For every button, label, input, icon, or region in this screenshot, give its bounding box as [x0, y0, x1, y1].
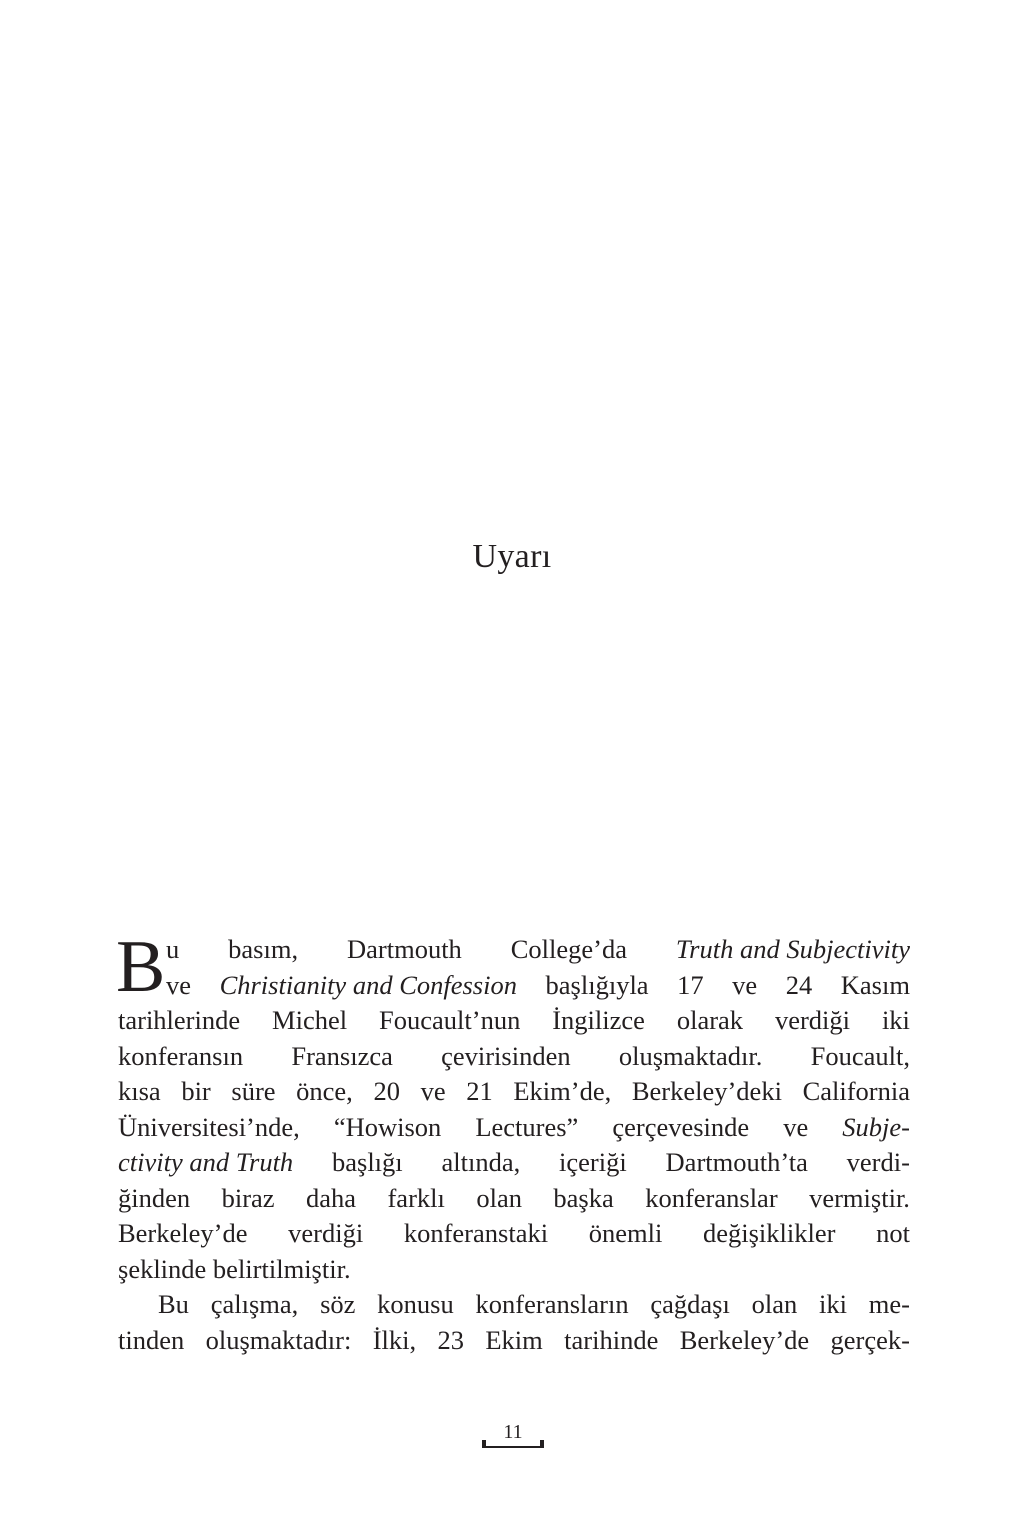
text-word: verdiği: [774, 1005, 851, 1035]
text-word: ve: [420, 1076, 446, 1106]
text-word: daha: [306, 1182, 357, 1213]
text-word: konferanstaki: [403, 1218, 549, 1248]
text-word: içeriği: [559, 1147, 627, 1177]
text-word: oluşmaktadır.: [618, 1040, 763, 1071]
text-word: olarak: [676, 1005, 744, 1035]
text-line: [118, 1074, 910, 1110]
text-word: vermiştir.: [809, 1182, 910, 1213]
text-line: [118, 968, 910, 1004]
page-number-rule-left-tick: [482, 1440, 486, 1448]
text-word: ve: [166, 969, 192, 1000]
text-word: Dartmouth: [347, 934, 462, 964]
text-word: biraz: [221, 1182, 275, 1213]
text-word: 17: [677, 969, 704, 1000]
text-word: “Howison: [333, 1111, 442, 1142]
text-word: Berkeley’de: [118, 1218, 248, 1248]
text-word: not: [876, 1218, 910, 1248]
text-word: verdiği: [288, 1218, 364, 1248]
page-number: [482, 1418, 544, 1448]
page-number-rule: [482, 1444, 544, 1448]
text-line: [118, 1145, 910, 1181]
text-word: tarihinde: [564, 1324, 659, 1355]
text-word: 20: [373, 1076, 400, 1106]
text-word: konferansın: [118, 1040, 244, 1071]
text-word: altında,: [441, 1147, 521, 1177]
text-word: Berkeley’deki: [631, 1076, 782, 1106]
text-line: [118, 1039, 910, 1075]
text-word: gerçek-: [830, 1324, 910, 1355]
text-word: Berkeley’de: [679, 1324, 810, 1355]
text-word: Lectures”: [475, 1111, 579, 1142]
text-word: Ekim’de,: [513, 1076, 612, 1106]
text-word: ve: [783, 1111, 809, 1142]
text-word: Kasım: [840, 969, 910, 1000]
text-word: ğinden: [118, 1182, 191, 1213]
text-word: Fransızca: [291, 1040, 393, 1071]
text-line: [118, 932, 910, 968]
page-number-text: 11: [503, 1421, 523, 1443]
text-word: Foucault,: [810, 1040, 910, 1071]
text-word: süre: [231, 1076, 276, 1106]
text-line: [118, 1252, 910, 1288]
text-word: değişiklikler: [702, 1218, 836, 1248]
text-word: 23: [437, 1324, 464, 1355]
text-word: Bu: [158, 1289, 189, 1319]
text-word: oluşmaktadır:: [205, 1324, 352, 1355]
text-word: tinden: [118, 1324, 185, 1355]
text-word: College’da: [510, 934, 627, 964]
text-word: Ekim: [485, 1324, 543, 1355]
page-title: Uyarı: [472, 538, 552, 575]
text-word: başlığı: [332, 1147, 403, 1177]
text-word: me-: [868, 1289, 910, 1319]
text-line: [118, 1323, 910, 1359]
text-word: konferansların: [475, 1289, 629, 1319]
text-word: farklı: [387, 1182, 445, 1213]
text-line: [118, 1287, 910, 1323]
text-word: iki: [881, 1005, 910, 1035]
text-word: Subje-: [842, 1111, 910, 1142]
text-word: u: [166, 934, 180, 964]
page-number-rule-right-tick: [540, 1440, 544, 1448]
text-word: verdi-: [846, 1147, 910, 1177]
text-word: çerçevesinde: [612, 1111, 750, 1142]
text-word: iki: [819, 1289, 848, 1319]
text-line: [118, 1110, 910, 1146]
text-word: 21: [466, 1076, 493, 1106]
text-word: olan: [751, 1289, 798, 1319]
text-word: Dartmouth’ta: [665, 1147, 808, 1177]
text-word: çalışma,: [210, 1289, 299, 1319]
text-line: [118, 1003, 910, 1039]
text-word: Christianity and Confession: [219, 969, 517, 1000]
text-word: başlığıyla: [545, 969, 649, 1000]
text-word: konusu: [377, 1289, 454, 1319]
text-word: söz: [320, 1289, 356, 1319]
text-word: bir: [181, 1076, 211, 1106]
text-word: Truth and Subjectivity: [675, 934, 910, 964]
text-word: Foucault’nun: [379, 1005, 521, 1035]
text-word: tarihlerinde: [118, 1005, 241, 1035]
body-text: [116, 926, 910, 1358]
text-word: ctivity and Truth: [118, 1147, 294, 1177]
text-word: çağdaşı: [650, 1289, 730, 1319]
text-word: konferanslar: [645, 1182, 778, 1213]
drop-cap: B: [116, 926, 166, 1008]
text-word: İlki,: [372, 1324, 417, 1355]
text-word: 24: [785, 969, 813, 1000]
text-word: başka: [553, 1182, 614, 1213]
text-line: [118, 1216, 910, 1252]
text-word: önce,: [296, 1076, 353, 1106]
text-word: ve: [732, 969, 758, 1000]
text-word: şeklinde belirtilmiştir.: [118, 1253, 351, 1284]
text-word: önemli: [588, 1218, 663, 1248]
text-word: olan: [476, 1182, 522, 1213]
text-word: kısa: [118, 1076, 161, 1106]
text-word: İngilizce: [552, 1005, 645, 1035]
text-word: Michel: [272, 1005, 348, 1035]
text-line: [118, 1181, 910, 1217]
text-word: Üniversitesi’nde,: [118, 1111, 300, 1142]
text-word: California: [802, 1076, 910, 1106]
text-word: basım,: [228, 934, 299, 964]
text-word: çevirisinden: [441, 1040, 571, 1071]
